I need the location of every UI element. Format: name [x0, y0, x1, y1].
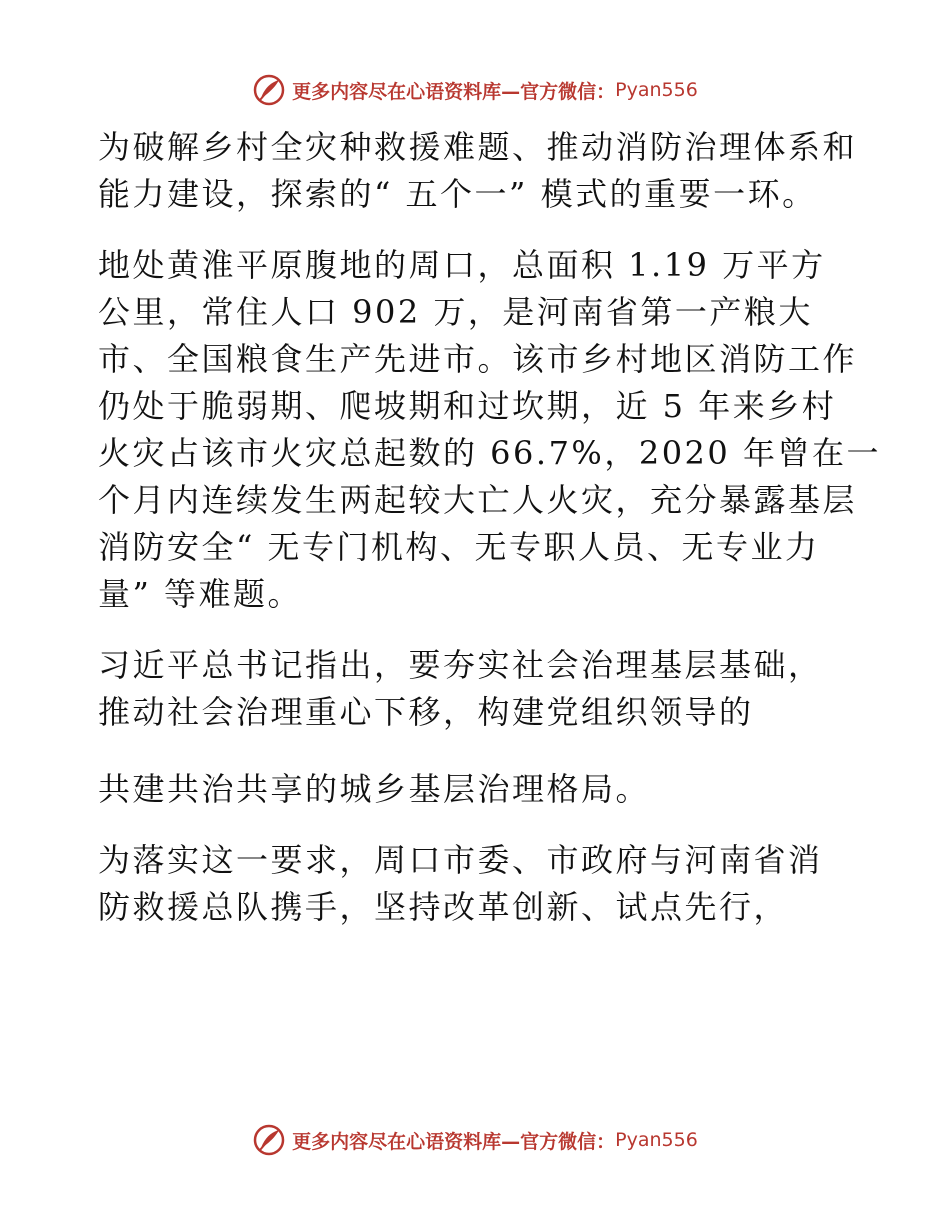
paragraph-line: 火灾占该市火灾总起数的 66.7%，2020 年曾在一 [98, 434, 881, 472]
feather-pen-logo-icon [252, 1123, 286, 1157]
paragraph-line: 习近平总书记指出，要夯实社会治理基层基础， [98, 646, 823, 684]
header-banner-wechat-id: Pyan556 [615, 79, 698, 101]
paragraph-line: 市、全国粮食生产先进市。该市乡村地区消防工作 [98, 340, 858, 378]
paragraph-line: 能力建设，探索的“ 五个一” 模式的重要一环。 [98, 175, 817, 213]
header-banner-text: 更多内容尽在心语资料库—官方微信： [292, 80, 616, 103]
paragraph-4 [98, 766, 858, 813]
paragraph-line: 仍处于脆弱期、爬坡期和过坎期，近 5 年来乡村 [98, 387, 837, 425]
paragraph-line: 量” 等难题。 [98, 575, 303, 613]
paragraph-line: 为落实这一要求，周口市委、市政府与河南省消 [98, 841, 823, 879]
paragraph-line: 公里，常住人口 902 万，是河南省第一产粮大 [98, 293, 813, 331]
footer-banner-text: 更多内容尽在心语资料库—官方微信： [292, 1130, 616, 1153]
paragraph-line: 为破解乡村全灾种救援难题、推动消防治理体系和 [98, 128, 858, 166]
paragraph-line: 共建共治共享的城乡基层治理格局。 [98, 770, 651, 808]
paragraph-line: 地处黄淮平原腹地的周口，总面积 1.19 万平方 [98, 246, 826, 284]
header-banner [0, 70, 950, 110]
paragraph-2 [98, 242, 881, 618]
footer-banner-wechat-id: Pyan556 [615, 1129, 698, 1151]
paragraph-line: 防救援总队携手，坚持改革创新、试点先行， [98, 888, 789, 926]
paragraph-3 [98, 642, 858, 736]
paragraph-1 [98, 124, 858, 218]
feather-pen-logo-icon [252, 73, 286, 107]
paragraph-line: 消防安全“ 无专门机构、无专职人员、无专业力 [98, 528, 820, 566]
paragraph-line: 个月内连续发生两起较大亡人火灾，充分暴露基层 [98, 481, 858, 519]
document-body [98, 124, 881, 931]
paragraph-line: 推动社会治理重心下移，构建党组织领导的 [98, 693, 754, 731]
paragraph-5 [98, 837, 858, 931]
footer-banner [0, 1120, 950, 1160]
